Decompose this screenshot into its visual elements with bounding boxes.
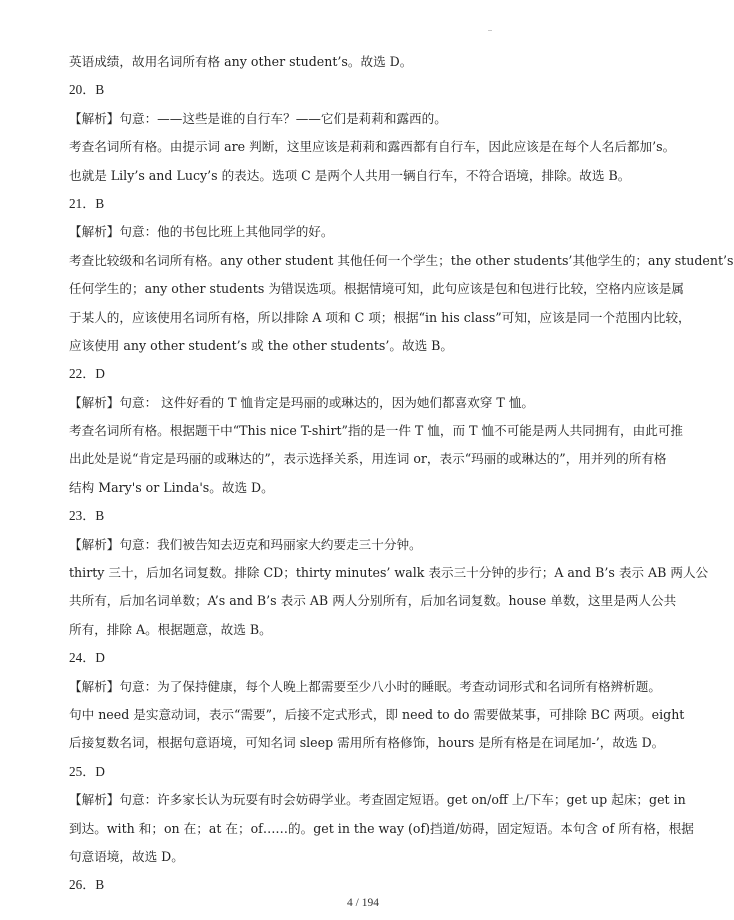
answer-number: 21．B: [69, 195, 105, 211]
text-line: 结构 Mary's or Linda's。故选 D。: [69, 479, 274, 495]
scan-mark: [488, 30, 492, 31]
text-line: 出此处是说“肯定是玛丽的或琳达的”，表示选择关系，用连词 or，表示“玛丽的或琳达的”，用并列的所有格: [69, 451, 667, 467]
text-line: 也就是 Lily’s and Lucy’s 的表达。选项 C 是两个人共用一辆自行车，不符合语境，排除。故选 B。: [69, 167, 631, 183]
text-line: 考查名词所有格。由提示词 are 判断，这里应该是莉莉和露西都有自行车，因此应该是在每个人名后都加’s。: [69, 139, 676, 155]
analysis-line: 【解析】句意：他的书包比班上其他同学的好。: [69, 224, 334, 240]
analysis-line: 【解析】句意：为了保持健康，每个人晚上都需要至少八小时的睡眠。考查动词形式和名词所有格辨析题。: [69, 678, 661, 694]
text-line: 英语成绩，故用名词所有格 any other student’s。故选 D。: [69, 54, 413, 69]
page-number: 4 / 194: [347, 897, 379, 909]
text-line: 共所有，后加名词单数；A’s and B’s 表示 AB 两人分别所有，后加名词复数。house 单数，这里是两人公共: [69, 593, 677, 609]
answer-number: 24．D: [69, 650, 105, 666]
text-line: 考查比较级和名词所有格。any other student 其他任何一个学生；the other students’其他学生的；any student’s: [69, 252, 734, 268]
answer-number: 25．D: [69, 763, 105, 779]
analysis-line: 【解析】句意：——这些是谁的自行车？——它们是莉莉和露西的。: [69, 110, 447, 126]
text-line: 句意语境，故选 D。: [69, 848, 184, 864]
text-line: thirty 三十，后加名词复数。排除 CD；thirty minutes’ walk 表示三十分钟的步行；A and B’s 表示 AB 两人公: [69, 565, 709, 581]
text-line: 句中 need 是实意动词，表示“需要”，后接不定式形式，即 need to do 需要做某事，可排除 BC 两项。eight: [69, 706, 685, 722]
answer-number: 26．B: [69, 877, 105, 893]
text-line: 后接复数名词，根据句意语境，可知名词 sleep 需用所有格修饰，hours 是所有格是在词尾加-’，故选 D。: [69, 735, 665, 751]
answer-number: 20．B: [69, 82, 105, 98]
answer-number: 22．D: [69, 366, 105, 382]
analysis-line: 【解析】句意：许多家长认为玩耍有时会妨碍学业。考查固定短语。get on/off 上/下车；get up 起床；get in: [69, 792, 686, 808]
text-line: 考查名词所有格。根据题干中“This nice T-shirt”指的是一件 T 恤，而 T 恤不可能是两人共同拥有，由此可推: [69, 423, 684, 439]
analysis-line: 【解析】句意：我们被告知去迈克和玛丽家大约要走三十分钟。: [69, 536, 422, 552]
text-line: 到达。with 和；on 在；at 在；of……的。get in the way (of)挡道/妨碍，固定短语。本句含 of 所有格，根据: [69, 820, 694, 836]
answer-number: 23．B: [69, 508, 105, 524]
analysis-line: 【解析】句意： 这件好看的 T 恤肯定是玛丽的或琳达的，因为她们都喜欢穿 T 恤。: [69, 394, 535, 410]
answer-explanations: [69, 48, 734, 900]
text-line: 任何学生的；any other students 为错误选项。根据情境可知，此句应该是包和包进行比较，空格内应该是属: [69, 281, 684, 297]
text-line: 应该使用 any other student’s 或 the other students’。故选 B。: [69, 337, 454, 353]
text-line: 所有，排除 A。根据题意，故选 B。: [69, 621, 272, 637]
text-line: 于某人的，应该使用名词所有格，所以排除 A 项和 C 项；根据“in his class”可知，应该是同一个范围内比较，: [69, 309, 691, 325]
